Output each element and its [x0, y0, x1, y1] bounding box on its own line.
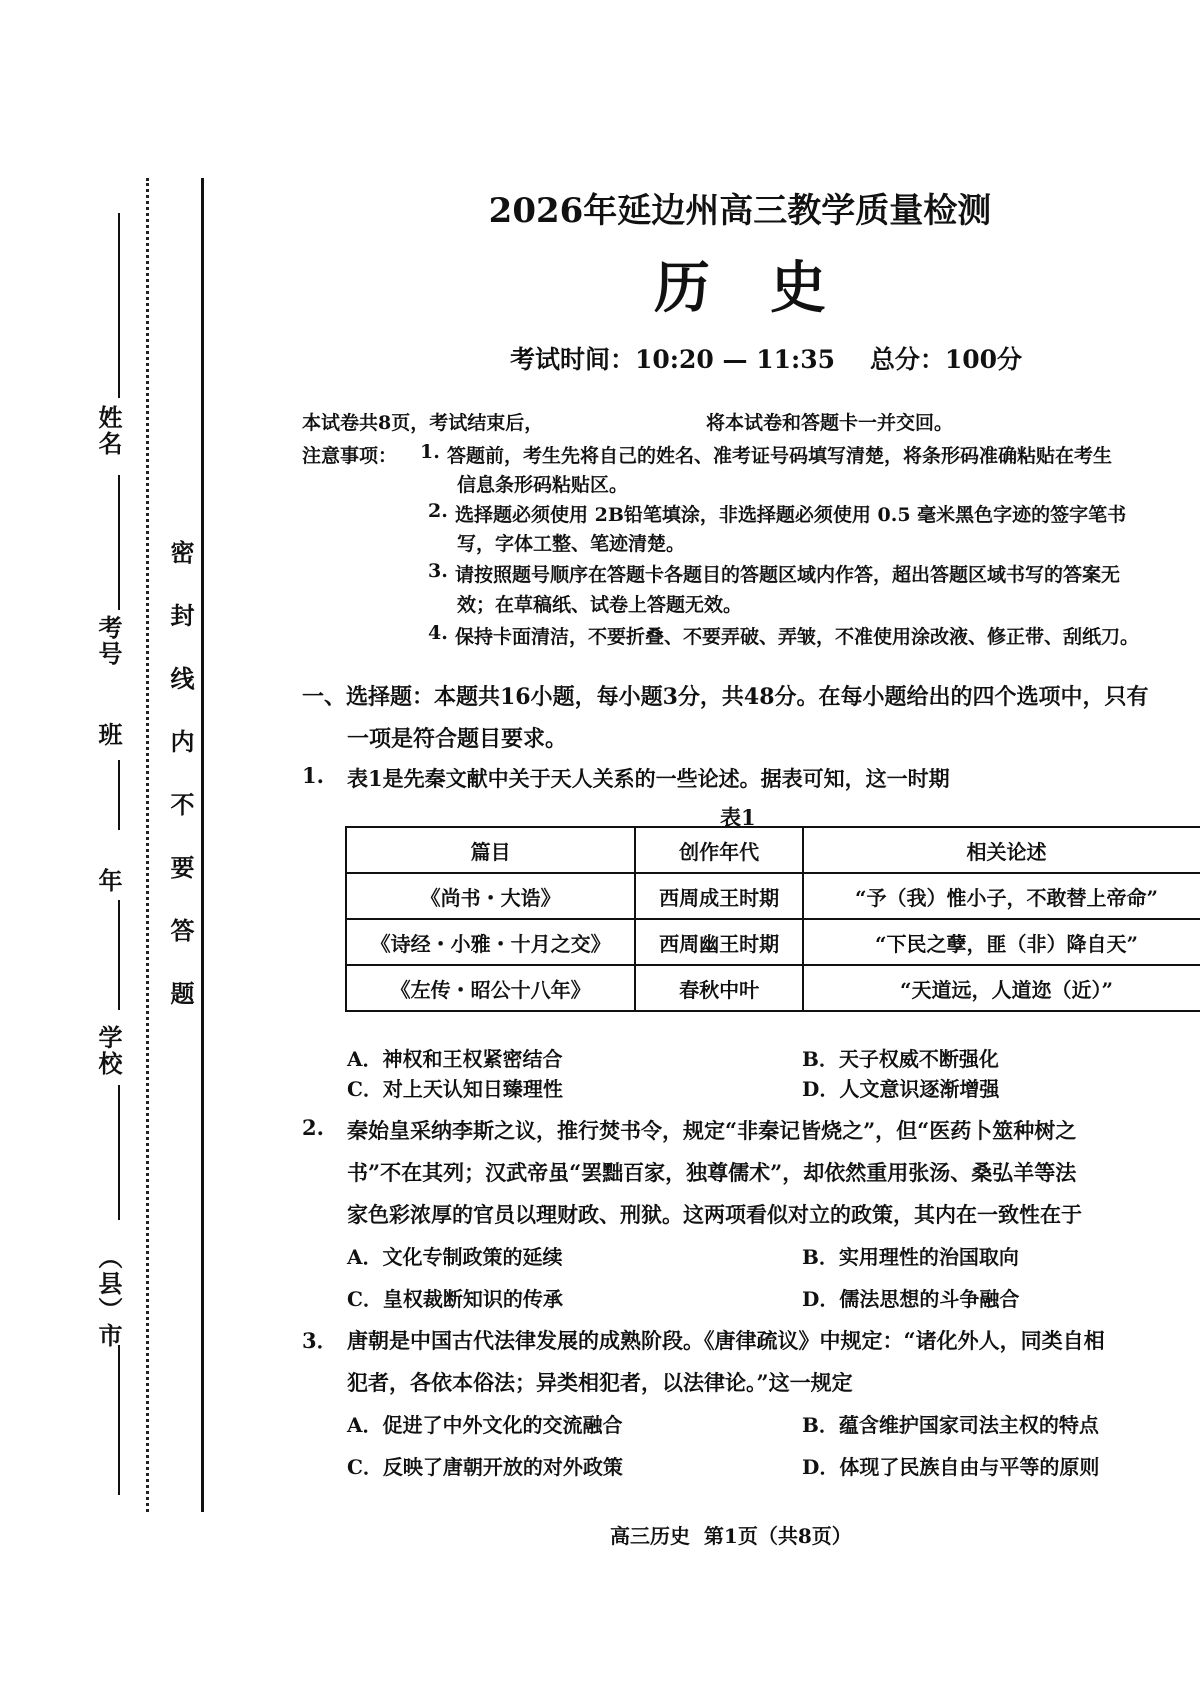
- q3-stem-line2: 犯者，各依本俗法；异类相犯者，以法律论。”这一规定: [347, 1370, 853, 1395]
- note-2-line1: 选择题必须使用 2B铅笔填涂，非选择题必须使用 0.5 毫米黑色字迹的签字笔书: [455, 504, 1127, 526]
- q2-number: 2.: [302, 1115, 324, 1140]
- city-underline: [118, 1085, 120, 1220]
- seal-solid-line: [201, 178, 204, 1512]
- note-1-num: 1.: [420, 441, 440, 463]
- school-underline: [118, 900, 120, 1010]
- q1-option-a: A．神权和王权紧密结合: [347, 1047, 563, 1071]
- q1-table: [345, 826, 1200, 1012]
- note-4-num: 4.: [428, 622, 448, 644]
- q1-stem: 表1是先秦文献中关于天人关系的一些论述。据表可知，这一时期: [347, 766, 950, 791]
- school-label: 学校: [94, 1025, 123, 1077]
- table-row: [346, 919, 1200, 965]
- q2-stem-line1: 秦始皇采纳李斯之议，推行焚书令，规定“非秦记皆烧之”，但“医药卜筮种树之: [347, 1118, 1077, 1143]
- section1-heading-line1: 一、选择题：本题共16小题，每小题3分，共48分。在每小题给出的四个选项中，只有: [302, 684, 1149, 710]
- table-cell: 春秋中叶: [635, 965, 803, 1011]
- intro-left: 本试卷共8页，考试结束后，: [302, 412, 544, 434]
- note-2-num: 2.: [428, 500, 448, 522]
- table-header-cell: 篇目: [346, 827, 635, 873]
- q3-number: 3．: [302, 1328, 338, 1353]
- table-cell: 西周幽王时期: [635, 919, 803, 965]
- note-2-line2: 写，字体工整、笔迹清楚。: [457, 533, 686, 555]
- city-label: （县）市: [94, 1245, 123, 1349]
- note-3-num: 3.: [428, 560, 448, 582]
- table-cell: “予（我）惟小子，不敢替上帝命”: [803, 873, 1200, 919]
- q2-option-b: B．实用理性的治国取向: [802, 1245, 1019, 1269]
- q1-option-b: B．天子权威不断强化: [802, 1047, 999, 1071]
- table-cell: “天道远，人道迩（近）”: [803, 965, 1200, 1011]
- note-3-line2: 效；在草稿纸、试卷上答题无效。: [457, 594, 743, 616]
- table-row: [346, 965, 1200, 1011]
- q1-option-d: D．人文意识逐渐增强: [802, 1077, 1000, 1101]
- q3-option-a: A．促进了中外文化的交流融合: [347, 1413, 623, 1437]
- q2-stem-line3: 家色彩浓厚的官员以理财政、刑狱。这两项看似对立的政策，其内在一致性在于: [347, 1202, 1082, 1227]
- table-header-row: [346, 827, 1200, 873]
- q3-option-c: C．反映了唐朝开放的对外政策: [347, 1455, 623, 1479]
- q1-table-caption: 表1: [720, 805, 756, 830]
- name-underline: [118, 213, 120, 398]
- q1-number: 1.: [302, 763, 324, 788]
- q2-option-a: A．文化专制政策的延续: [347, 1245, 563, 1269]
- seal-warning-text: 密封线内不要答题: [166, 540, 195, 1044]
- subject-title: 历史: [654, 255, 886, 321]
- q3-stem-line1: 唐朝是中国古代法律发展的成熟阶段。《唐律疏议》中规定：“诸化外人，同类自相: [347, 1328, 1105, 1353]
- table-cell: 《诗经・小雅・十月之交》: [346, 919, 635, 965]
- q3-option-d: D．体现了民族自由与平等的原则: [802, 1455, 1100, 1479]
- table-header-cell: 创作年代: [635, 827, 803, 873]
- notes-label: 注意事项：: [302, 445, 398, 467]
- note-3-line1: 请按照题号顺序在答题卡各题目的答题区域内作答，超出答题区域书写的答案无: [455, 564, 1121, 586]
- table-cell: “下民之孽，匪（非）降自天”: [803, 919, 1200, 965]
- exam-title: 2026年延边州高三教学质量检测: [488, 191, 992, 231]
- exam-time-and-score: 考试时间：10:20 — 11:35 总分：100分: [510, 345, 1023, 374]
- exam-no-label: 考号: [94, 615, 123, 667]
- exam-no-underline: [118, 475, 120, 610]
- class-label: 班: [94, 722, 123, 748]
- note-4-line1: 保持卡面清洁，不要折叠、不要弄破、弄皱，不准使用涂改液、修正带、刮纸刀。: [455, 626, 1140, 648]
- table-cell: 《尚书・大诰》: [346, 873, 635, 919]
- table-row: [346, 873, 1200, 919]
- q2-stem-line2: 书”不在其列；汉武帝虽“罢黜百家，独尊儒术”，却依然重用张汤、桑弘羊等法: [347, 1160, 1077, 1185]
- name-label: 姓名: [94, 405, 123, 457]
- q3-option-b: B．蕴含维护国家司法主权的特点: [802, 1413, 1099, 1437]
- grade-underline: [118, 760, 120, 830]
- note-1-line1: 答题前，考生先将自己的姓名、准考证号码填写清楚，将条形码准确粘贴在考生: [447, 445, 1113, 467]
- grade-label: 年: [94, 868, 123, 894]
- section1-heading-line2: 一项是符合题目要求。: [347, 726, 568, 752]
- table-header-cell: 相关论述: [803, 827, 1200, 873]
- q2-option-d: D．儒法思想的斗争融合: [802, 1287, 1020, 1311]
- q2-option-c: C．皇权裁断知识的传承: [347, 1287, 563, 1311]
- table-cell: 《左传・昭公十八年》: [346, 965, 635, 1011]
- table-cell: 西周成王时期: [635, 873, 803, 919]
- page-footer: 高三历史 第1页（共8页）: [610, 1524, 852, 1548]
- seal-dotted-line: [146, 178, 149, 1512]
- note-1-line2: 信息条形码粘贴区。: [457, 474, 629, 496]
- intro-right: 将本试卷和答题卡一并交回。: [706, 412, 954, 434]
- bottom-underline: [118, 1345, 120, 1495]
- q1-option-c: C．对上天认知日臻理性: [347, 1077, 563, 1101]
